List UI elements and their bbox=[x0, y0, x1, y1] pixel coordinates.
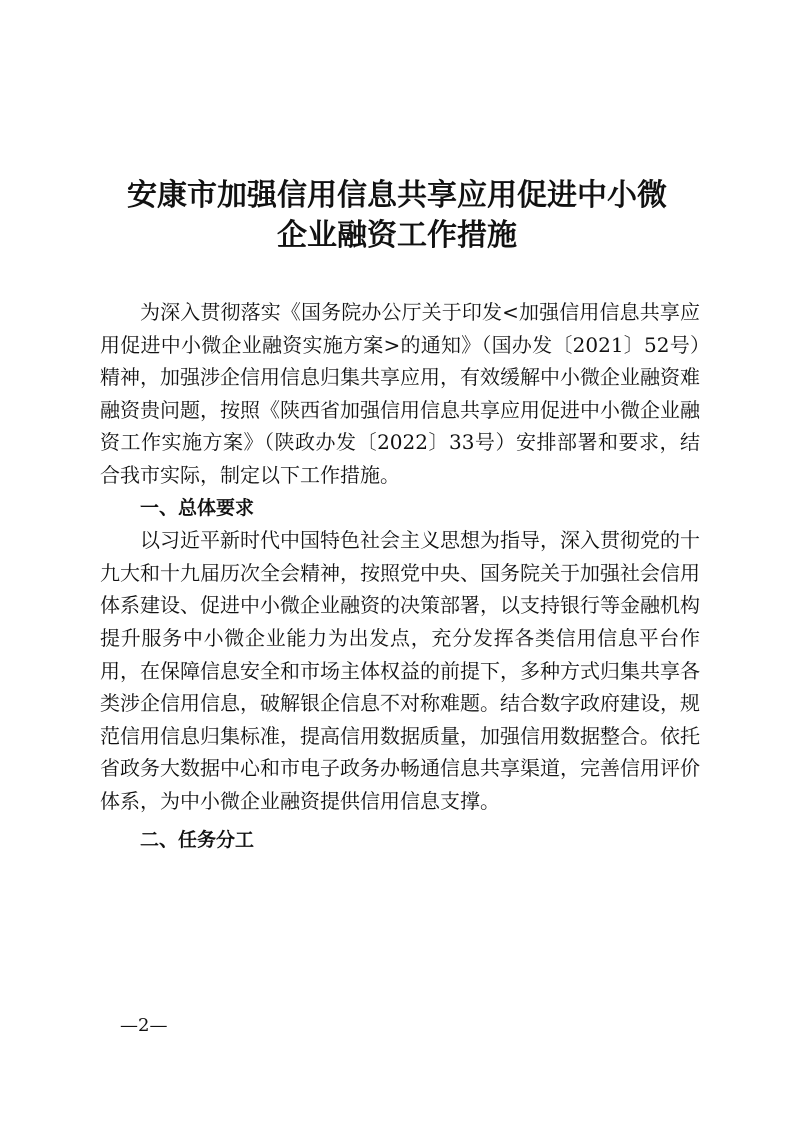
section-1-paragraph: 以习近平新时代中国特色社会主义思想为指导，深入贯彻党的十九大和十九届历次全会精神，按照党中央、国务院关于加强社会信用体系建设、促进中小微企业融资的决策部署，以支持银行等金融机构提升服务中小微企业能力为出发点，充分发挥各类信用信息平台作用，在保障信息安全和市场主体权益的前提下，多种方式归集共享各类涉企信用信息，破解银企信息不对称难题。结合数字政府建设，规范信用信息归集标准，提高信用数据质量，加强信用数据整合。依托省政务大数据中心和市电子政务办畅通信息共享渠道，完善信用评价体系，为中小微企业融资提供信用信息支撑。 bbox=[100, 528, 700, 813]
title-line-1: 安康市加强信用信息共享应用促进中小微 bbox=[127, 178, 667, 213]
page-number: —2— bbox=[120, 1015, 168, 1036]
title-line-2: 企业融资工作措施 bbox=[277, 218, 517, 253]
section-heading-1: 一、总体要求 bbox=[140, 496, 255, 519]
document-title bbox=[0, 176, 794, 256]
section-heading-2: 二、任务分工 bbox=[140, 828, 255, 851]
document-body bbox=[100, 296, 700, 856]
intro-paragraph: 为深入贯彻落实《国务院办公厅关于印发<加强信用信息共享应用促进中小微企业融资实施方案>的通知》（国办发〔2021〕52号）精神，加强涉企信用信息归集共享应用，有效缓解中小微企业融资难融资贵问题，按照《陕西省加强信用信息共享应用促进中小微企业融资工作实施方案》（陕政办发〔2022〕33号）安排部署和要求，结合我市实际，制定以下工作措施。 bbox=[100, 300, 700, 487]
